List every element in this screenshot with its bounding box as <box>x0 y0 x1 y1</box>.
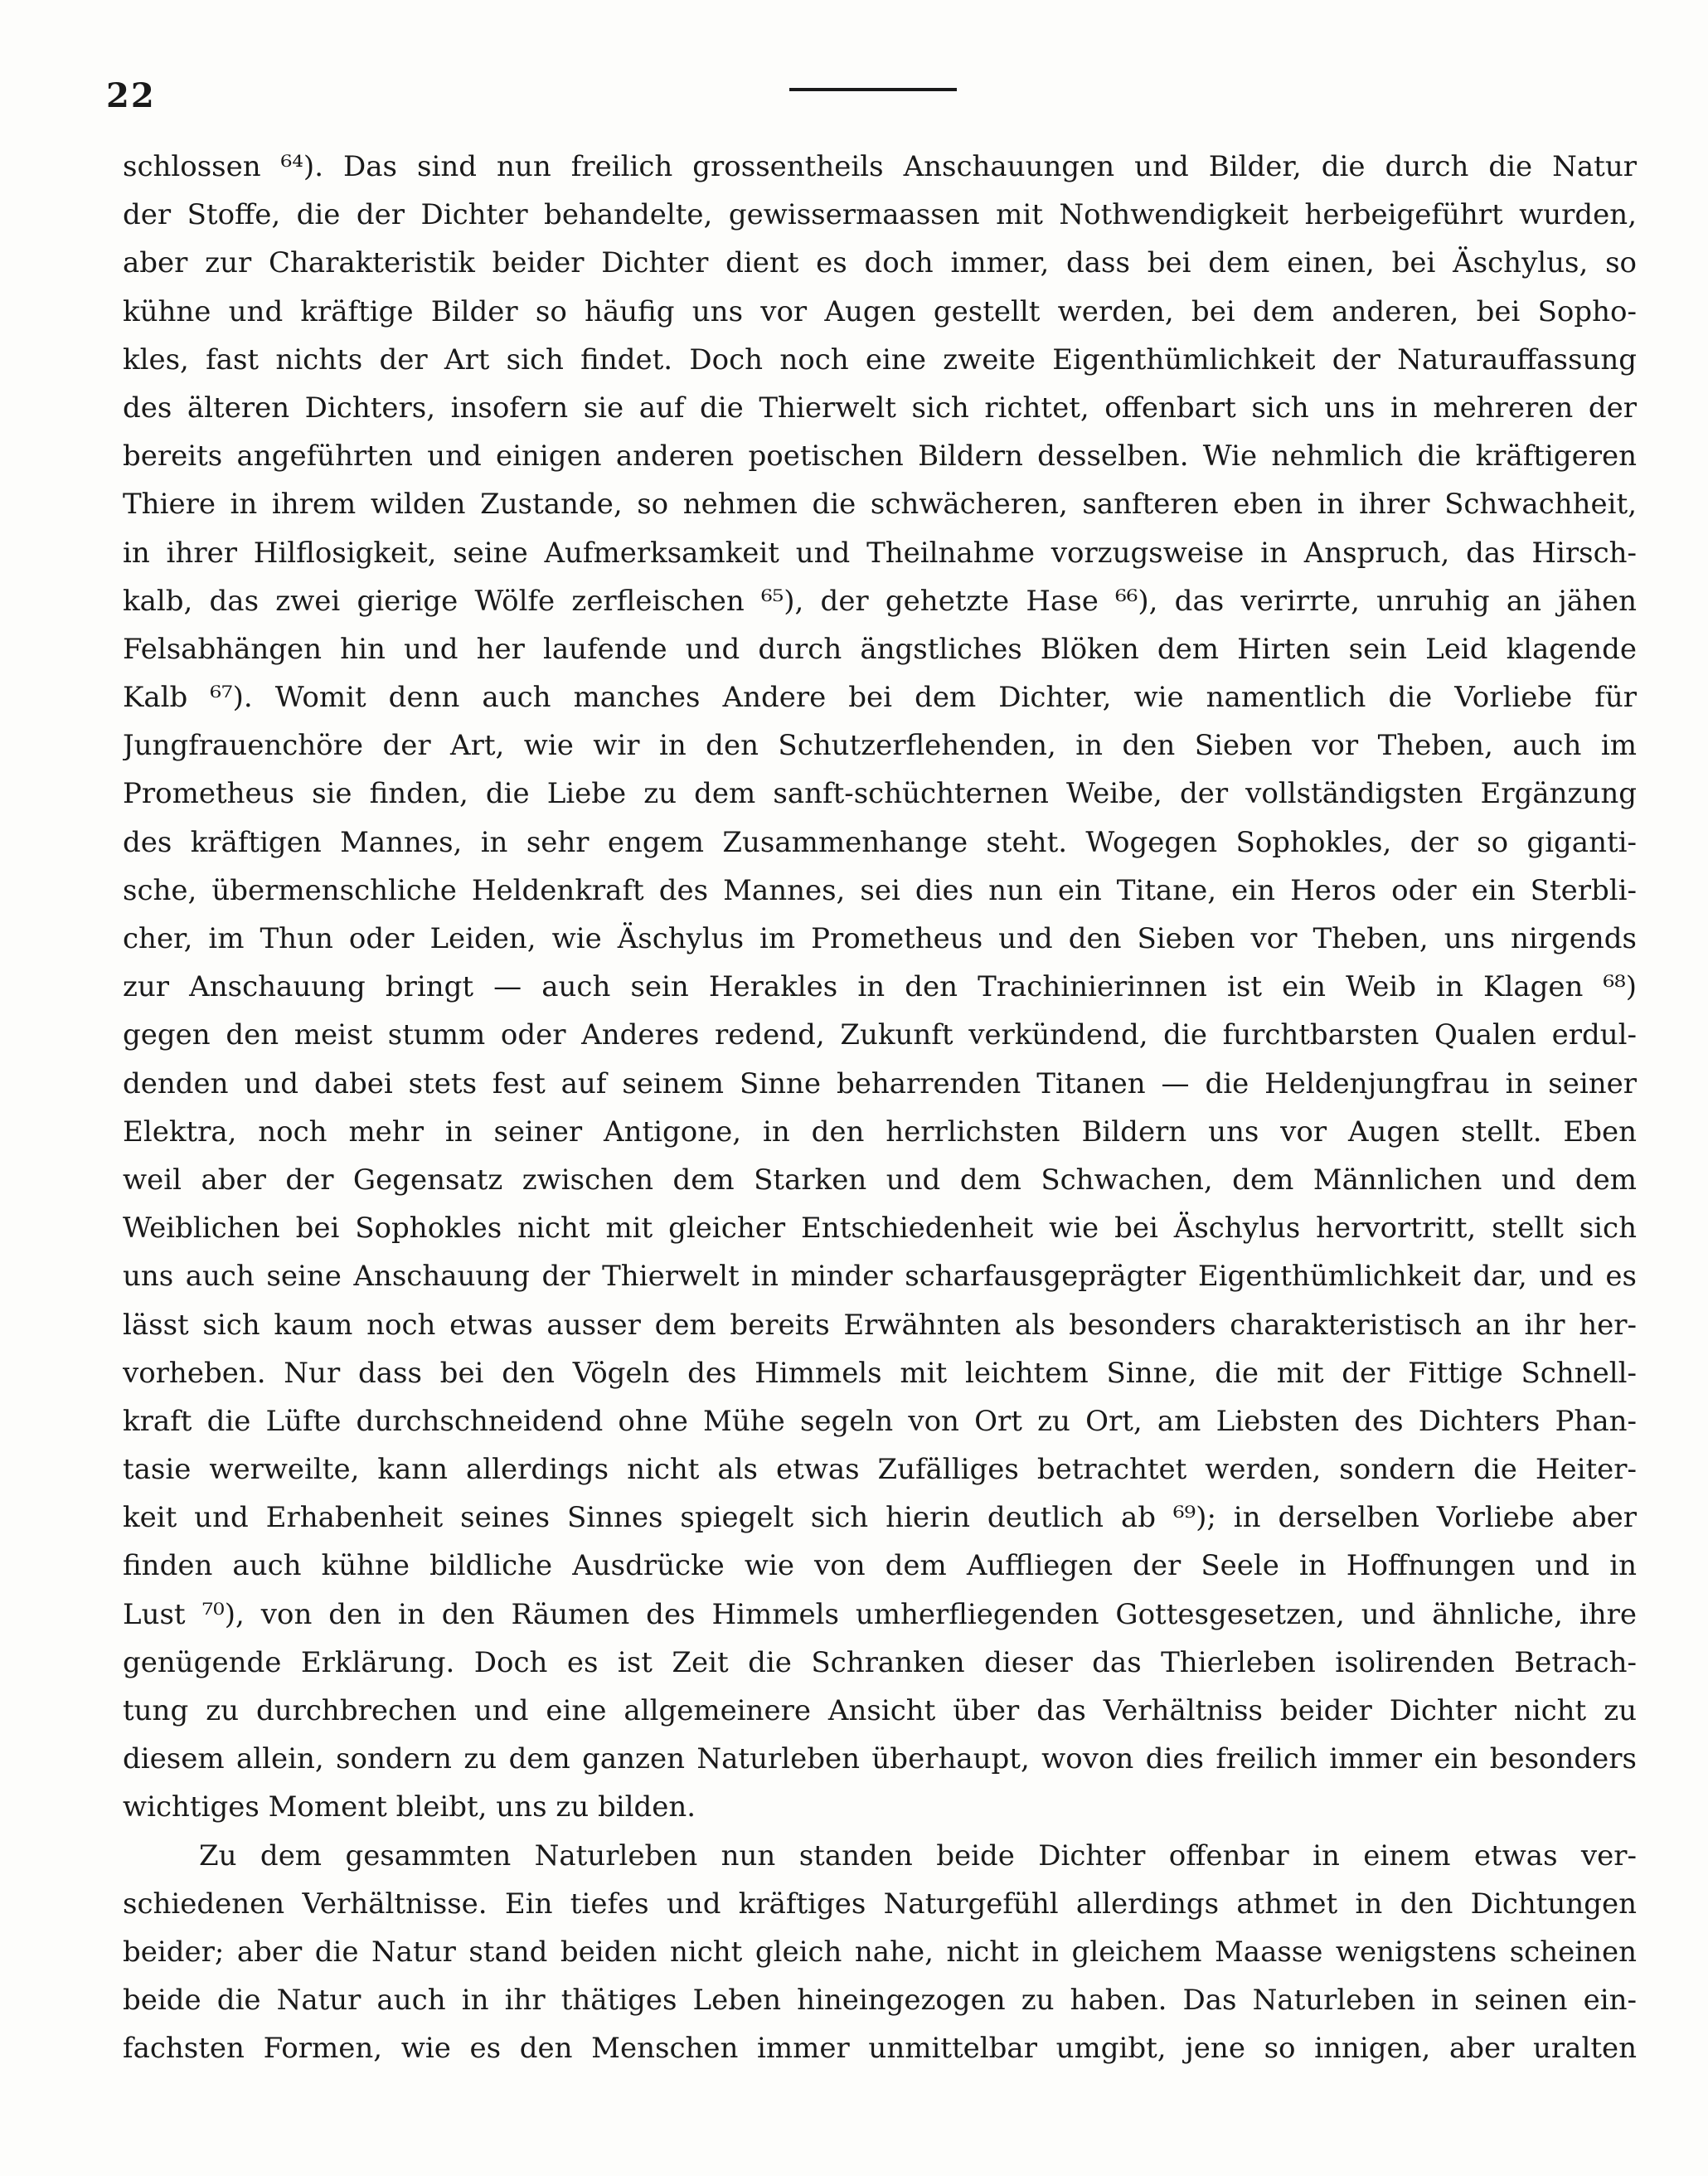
page-number: 22 <box>106 76 156 115</box>
text-line: der Stoffe, die der Dichter behandelte, gewissermaassen mit Nothwendigkeit herbeigeführt wurden, <box>123 198 1637 232</box>
text-line: denden und dabei stets fest auf seinem Sinne beharrenden Titanen — die Heldenjungfrau in seiner <box>123 1066 1637 1100</box>
text-line: finden auch kühne bildliche Ausdrücke wie von dem Auffliegen der Seele in Hoffnungen und in <box>123 1549 1637 1583</box>
text-line: beider; aber die Natur stand beiden nicht gleich nahe, nicht in gleichem Maasse wenigstens scheinen <box>123 1935 1637 1969</box>
text-line: uns auch seine Anschauung der Thierwelt in minder scharfausgeprägter Eigenthümlichkeit dar, und es <box>123 1260 1637 1294</box>
text-line: keit und Erhabenheit seines Sinnes spiegelt sich hierin deutlich ab ⁶⁹); in derselben Vorliebe aber <box>123 1501 1637 1535</box>
text-line: des älteren Dichters, insofern sie auf die Thierwelt sich richtet, offenbart sich uns in mehreren der <box>123 391 1637 425</box>
text-line: beide die Natur auch in ihr thätiges Leben hineingezogen zu haben. Das Naturleben in seinen ein- <box>123 1984 1637 2018</box>
text-line: cher, im Thun oder Leiden, wie Äschylus im Prometheus und den Sieben vor Theben, uns nirgends <box>123 922 1637 955</box>
text-line: tasie werweilte, kann allerdings nicht als etwas Zufälliges betrachtet werden, sondern die Heiter- <box>123 1453 1637 1487</box>
text-line: in ihrer Hilflosigkeit, seine Aufmerksamkeit und Theilnahme vorzugsweise in Anspruch, das Hirsch- <box>123 536 1637 570</box>
text-line: kühne und kräftige Bilder so häufig uns vor Augen gestellt werden, bei dem anderen, bei Sopho- <box>123 294 1637 328</box>
text-line: zur Anschauung bringt — auch sein Herakles in den Trachinierinnen ist ein Weib in Klagen ⁶⁸) <box>123 970 1637 1004</box>
text-line: Weiblichen bei Sophokles nicht mit gleicher Entschiedenheit wie bei Äschylus hervortritt, stellt sich <box>123 1212 1637 1246</box>
text-line: aber zur Charakteristik beider Dichter dient es doch immer, dass bei dem einen, bei Äschylus, so <box>123 246 1637 280</box>
text-line: vorheben. Nur dass bei den Vögeln des Himmels mit leichtem Sinne, die mit der Fittige Schnell- <box>123 1356 1637 1390</box>
text-line: schlossen ⁶⁴). Das sind nun freilich grossentheils Anschauungen und Bilder, die durch die Natur <box>123 150 1637 183</box>
text-line: kles, fast nichts der Art sich findet. Doch noch eine zweite Eigenthümlichkeit der Naturauffassung <box>123 342 1637 376</box>
text-line: genügende Erklärung. Doch es ist Zeit die Schranken dieser das Thierleben isolirenden Betrach- <box>123 1645 1637 1679</box>
text-line: schiedenen Verhältnisse. Ein tiefes und kräftiges Naturgefühl allerdings athmet in den Dichtungen <box>123 1887 1637 1921</box>
text-line: bereits angeführten und einigen anderen poetischen Bildern desselben. Wie nehmlich die kräftigeren <box>123 440 1637 474</box>
text-line: lässt sich kaum noch etwas ausser dem bereits Erwähnten als besonders charakteristisch an ihr her- <box>123 1308 1637 1342</box>
paragraph-end-line: wichtiges Moment bleibt, uns zu bilden. <box>123 1790 696 1824</box>
text-line: kraft die Lüfte durchschneidend ohne Mühe segeln von Ort zu Ort, am Liebsten des Dichters Phan- <box>123 1404 1637 1438</box>
text-line: Kalb ⁶⁷). Womit denn auch manches Andere bei dem Dichter, wie namentlich die Vorliebe für <box>123 681 1637 715</box>
text-line: sche, übermenschliche Heldenkraft des Mannes, sei dies nun ein Titane, ein Heros oder ein Sterbli- <box>123 873 1637 907</box>
text-line: gegen den meist stumm oder Anderes redend, Zukunft verkündend, die furchtbarsten Qualen erdul- <box>123 1018 1637 1052</box>
text-line: kalb, das zwei gierige Wölfe zerfleischen ⁶⁵), der gehetzte Hase ⁶⁶), das verirrte, unruhig an jähen <box>123 584 1637 618</box>
text-line: Felsabhängen hin und her laufende und durch ängstliches Blöken dem Hirten sein Leid klagende <box>123 632 1637 666</box>
text-line: weil aber der Gegensatz zwischen dem Starken und dem Schwachen, dem Männlichen und dem <box>123 1163 1637 1197</box>
body-text <box>123 143 1637 2073</box>
text-line: fachsten Formen, wie es den Menschen immer unmittelbar umgibt, jene so innigen, aber uralten <box>123 2032 1637 2066</box>
text-line: des kräftigen Mannes, in sehr engem Zusammenhange steht. Wogegen Sophokles, der so giganti- <box>123 825 1637 859</box>
text-line: Prometheus sie finden, die Liebe zu dem sanft-schüchternen Weibe, der vollständigsten Ergänzung <box>123 777 1637 811</box>
text-line: Lust ⁷⁰), von den in den Räumen des Himmels umherfliegenden Gottesgesetzen, und ähnliche, ihre <box>123 1597 1637 1631</box>
text-line: diesem allein, sondern zu dem ganzen Naturleben überhaupt, wovon dies freilich immer ein besonders <box>123 1742 1637 1776</box>
header-rule <box>789 88 957 91</box>
text-line: Jungfrauenchöre der Art, wie wir in den Schutzerflehenden, in den Sieben vor Theben, auch im <box>123 729 1637 763</box>
paragraph-start-line: Zu dem gesammten Naturleben nun standen beide Dichter offenbar in einem etwas ver- <box>199 1838 1637 1872</box>
text-line: Thiere in ihrem wilden Zustande, so nehmen die schwächeren, sanfteren eben in ihrer Schwachheit, <box>123 488 1637 522</box>
text-line: tung zu durchbrechen und eine allgemeinere Ansicht über das Verhältniss beider Dichter nicht zu <box>123 1694 1637 1727</box>
text-line: Elektra, noch mehr in seiner Antigone, in den herrlichsten Bildern uns vor Augen stellt. Eben <box>123 1115 1637 1149</box>
